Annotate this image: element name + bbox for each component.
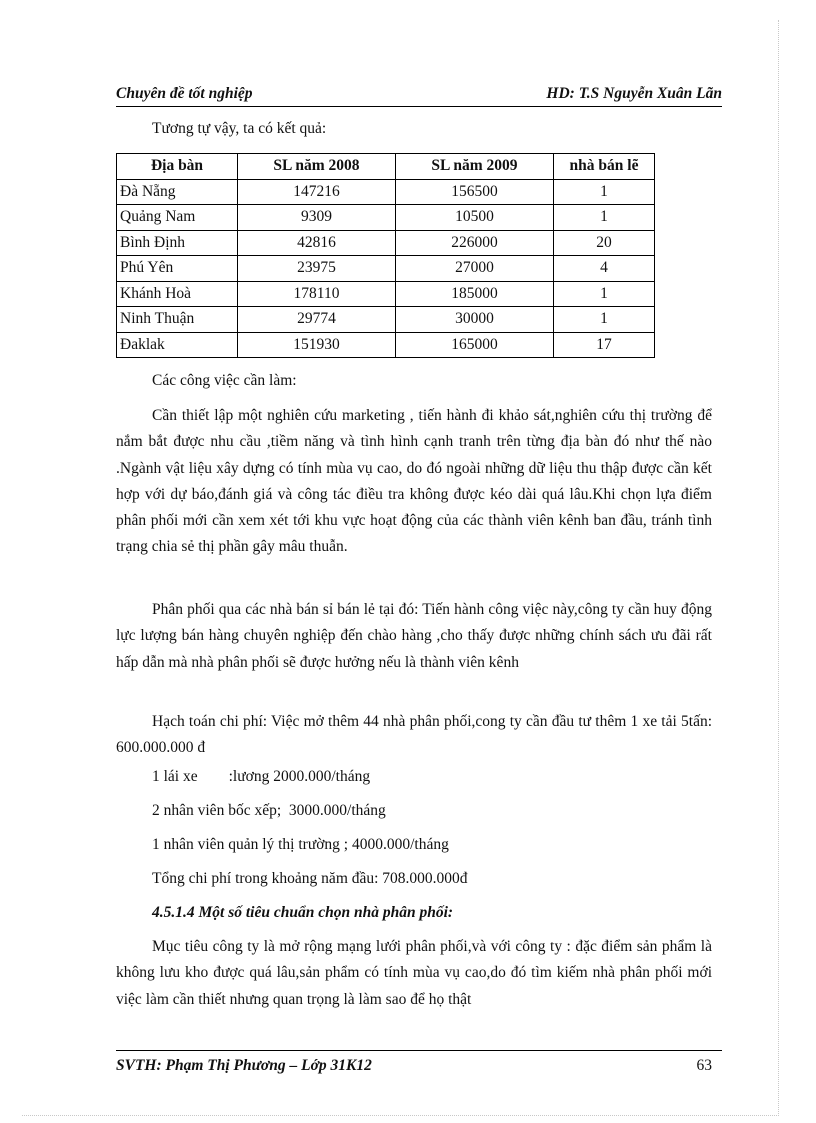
table-row — [117, 307, 655, 333]
table-cell-area: Đà Nẵng — [117, 179, 238, 205]
header-left-title: Chuyên đề tốt nghiệp — [116, 85, 253, 102]
paragraph-research: Cần thiết lập một nghiên cứu marketing , tiến hành đi khảo sát,nghiên cứu thị trường để nắm bắt được nhu cầu ,tiềm năng và tình hình cạnh tranh trên từng địa bàn đó như thế nào .Ngành vật liệu xây dựng có tính mùa vụ cao, do đó ngoài những dữ liệu thu thập được cần kết hợp với dự báo,đánh giá và công tác điều tra không được kéo dài quá lâu.Khi chọn lựa điểm phân phối mới cần xem xét tới khu vực hoạt động của các thành viên kênh ban đầu, tránh tình trạng chia sẻ thị phần gây mâu thuẫn. — [116, 407, 712, 556]
header-divider — [116, 106, 722, 107]
page-number: 63 — [696, 1057, 712, 1074]
table-cell-area: Ninh Thuận — [117, 307, 238, 333]
table-cell: 226000 — [396, 230, 554, 256]
table-cell-area: Đaklak — [117, 332, 238, 358]
table-cell: 30000 — [396, 307, 554, 333]
table-row — [117, 179, 655, 205]
table-row — [117, 205, 655, 231]
table-cell: 178110 — [238, 281, 396, 307]
table-cell: 17 — [554, 332, 655, 358]
header-right-advisor: HD: T.S Nguyễn Xuân Lãn — [546, 85, 722, 102]
page-footer — [116, 1057, 712, 1075]
table-cell: 185000 — [396, 281, 554, 307]
page-header — [116, 85, 722, 107]
table-cell-area: Phú Yên — [117, 256, 238, 282]
table-header-row — [117, 154, 655, 180]
table-cell: 1 — [554, 179, 655, 205]
table-cell: 1 — [554, 205, 655, 231]
table-row — [117, 256, 655, 282]
results-table — [116, 153, 655, 358]
table-cell: 10500 — [396, 205, 554, 231]
table-cell: 1 — [554, 281, 655, 307]
cost-total: Tổng chi phí trong khoảng năm đầu: 708.000.000đ — [152, 870, 468, 887]
table-cell: 151930 — [238, 332, 396, 358]
table-cell: 165000 — [396, 332, 554, 358]
section-heading: 4.5.1.4 Một số tiêu chuẩn chọn nhà phân phối: — [152, 904, 454, 921]
table-header-cell: SL năm 2009 — [396, 154, 554, 180]
table-cell-area: Bình Định — [117, 230, 238, 256]
table-cell: 27000 — [396, 256, 554, 282]
cost-item-driver: 1 lái xe :lương 2000.000/tháng — [152, 768, 371, 785]
footer-divider — [116, 1050, 722, 1051]
table-cell: 1 — [554, 307, 655, 333]
table-cell: 147216 — [238, 179, 396, 205]
table-cell: 20 — [554, 230, 655, 256]
intro-text: Tương tự vậy, ta có kết quả: — [152, 120, 327, 137]
table-header-cell: Địa bàn — [117, 154, 238, 180]
table-header-cell: nhà bán lẽ — [554, 154, 655, 180]
table-cell: 23975 — [238, 256, 396, 282]
table-row — [117, 281, 655, 307]
table-cell: 29774 — [238, 307, 396, 333]
tasks-heading: Các công việc cần làm: — [152, 372, 297, 389]
cost-item-manager: 1 nhân viên quản lý thị trường ; 4000.000/tháng — [152, 836, 449, 853]
table-cell: 4 — [554, 256, 655, 282]
table-row — [117, 332, 655, 358]
footer-author: SVTH: Phạm Thị Phương – Lớp 31K12 — [116, 1057, 372, 1074]
table-cell-area: Quảng Nam — [117, 205, 238, 231]
page-shadow-right — [778, 20, 779, 1116]
table-cell: 42816 — [238, 230, 396, 256]
table-cell: 9309 — [238, 205, 396, 231]
paragraph-criteria: Mục tiêu công ty là mở rộng mạng lưới phân phối,và với công ty : đặc điểm sản phẩm là không lưu kho được quá lâu,sản phẩm có tính mùa vụ cao,do đó tìm kiếm nhà phân phối mới việc làm cần thiết nhưng quan trọng là làm sao để họ thật — [116, 938, 712, 1008]
page-shadow-bottom — [22, 1115, 779, 1116]
table-header-cell: SL năm 2008 — [238, 154, 396, 180]
paragraph-distribution: Phân phối qua các nhà bán sỉ bán lẻ tại đó: Tiến hành công việc này,công ty cần huy động lực lượng bán hàng chuyên nghiệp đến chào hàng ,cho thấy được những chính sách ưu đãi rất hấp dẫn mà nhà phân phối sẽ được hưởng nếu là thành viên kênh — [116, 601, 712, 671]
table-cell: 156500 — [396, 179, 554, 205]
table-cell-area: Khánh Hoà — [117, 281, 238, 307]
cost-item-loaders: 2 nhân viên bốc xếp; 3000.000/tháng — [152, 802, 386, 819]
paragraph-cost-accounting: Hạch toán chi phí: Việc mở thêm 44 nhà phân phối,cong ty cần đầu tư thêm 1 xe tải 5tấn: 600.000.000 đ — [116, 713, 712, 757]
table-row — [117, 230, 655, 256]
